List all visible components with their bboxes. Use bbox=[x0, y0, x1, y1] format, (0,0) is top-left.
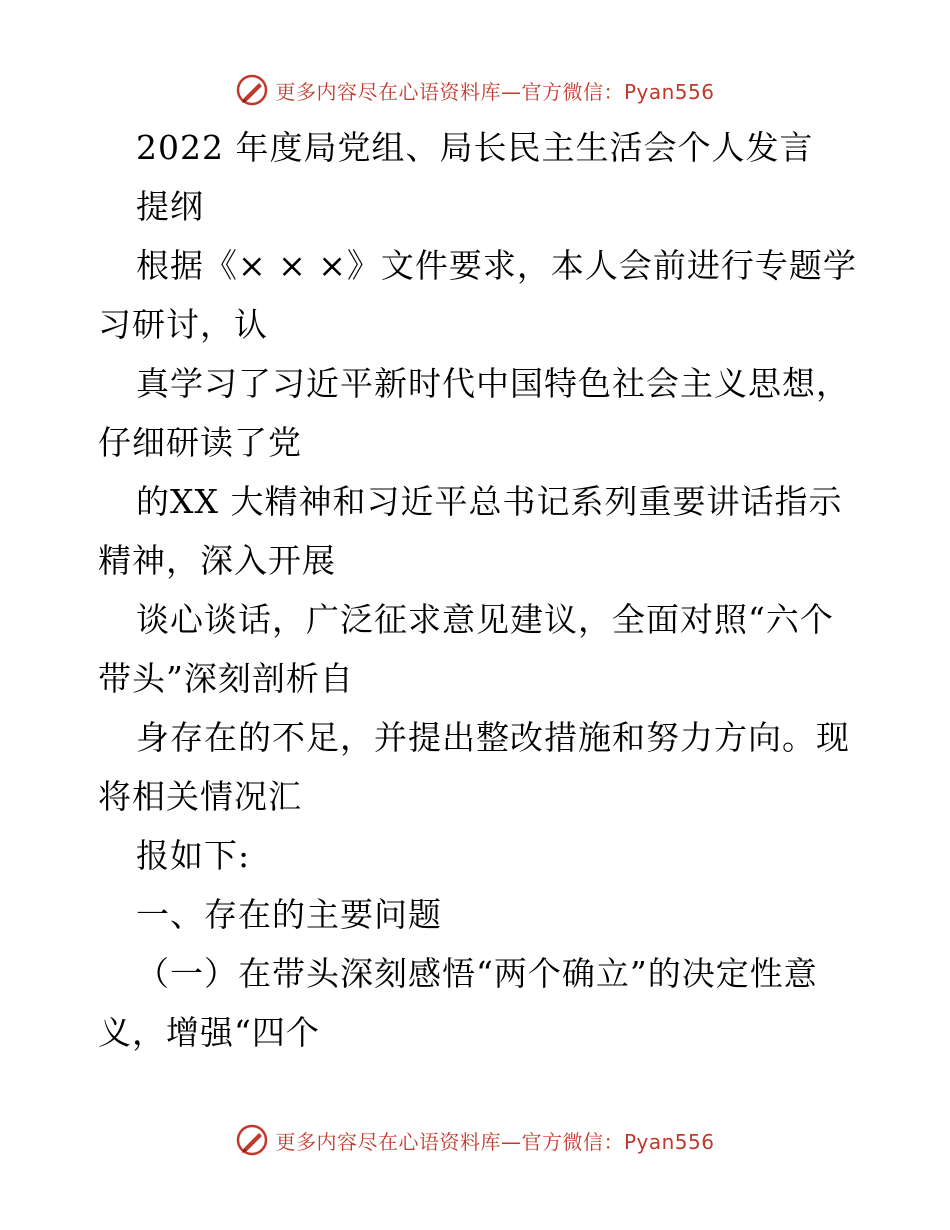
document-line: 义，增强“四个 bbox=[98, 1013, 320, 1052]
document-line: 真学习了习近平新时代中国特色社会主义思想， bbox=[136, 364, 850, 403]
document-line: 根据《× × ×》文件要求，本人会前进行专题学 bbox=[136, 246, 857, 285]
document-line: 带头”深刻剖析自 bbox=[98, 659, 354, 698]
document-line: 提纲 bbox=[136, 187, 204, 226]
document-body bbox=[98, 118, 858, 1062]
document-line: 习研讨，认 bbox=[98, 305, 268, 344]
header-banner-text: 更多内容尽在心语资料库—官方微信：Pyan556 bbox=[275, 79, 715, 104]
document-line: 一、存在的主要问题 bbox=[136, 895, 442, 934]
document-line: 精神，深入开展 bbox=[98, 541, 336, 580]
pen-logo-icon bbox=[235, 73, 269, 107]
footer-banner bbox=[0, 1120, 950, 1160]
document-line: 将相关情况汇 bbox=[98, 777, 302, 816]
document-line: 的XX 大精神和习近平总书记系列重要讲话指示 bbox=[136, 482, 843, 521]
document-line: 仔细研读了党 bbox=[98, 423, 302, 462]
pen-logo-icon bbox=[235, 1123, 269, 1157]
document-line: 谈心谈话，广泛征求意见建议，全面对照“六个 bbox=[136, 600, 834, 639]
document-line: 身存在的不足，并提出整改措施和努力方向。现 bbox=[136, 718, 850, 757]
header-banner bbox=[0, 70, 950, 110]
document-line: 2022 年度局党组、局长民主生活会个人发言 bbox=[136, 128, 814, 167]
document-line: 报如下: bbox=[136, 836, 251, 875]
footer-banner-text: 更多内容尽在心语资料库—官方微信：Pyan556 bbox=[275, 1129, 715, 1154]
document-line: （一）在带头深刻感悟“两个确立”的决定性意 bbox=[136, 954, 818, 993]
